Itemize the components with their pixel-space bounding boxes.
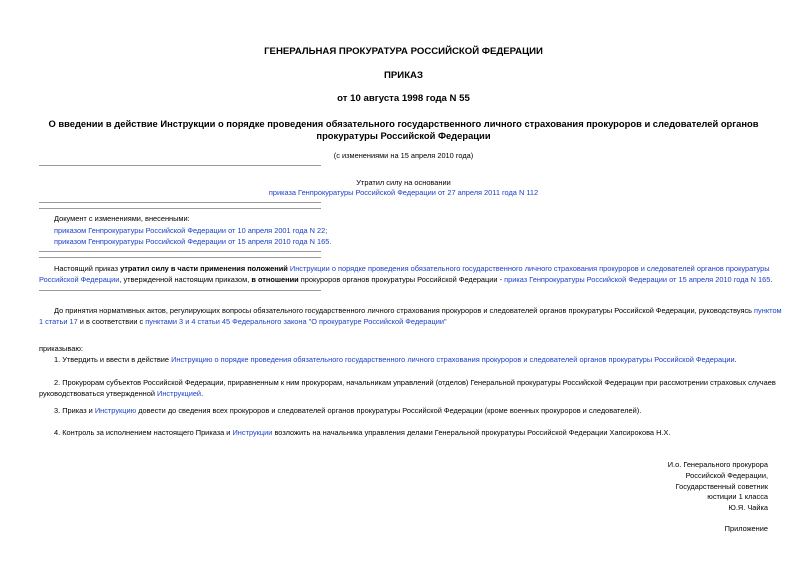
notice-text: прокуроров органов прокуратуры Российской Федерации -: [298, 275, 505, 284]
preamble-line2: [39, 316, 779, 327]
signature-line1: И.о. Генерального прокурора: [667, 460, 768, 469]
signature-line2: Российской Федерации,: [685, 471, 768, 480]
notice-bold: в отношении: [251, 275, 299, 284]
signature-line4: юстиции 1 класса: [707, 492, 768, 501]
preamble-text: До принятия нормативных актов, регулирующих вопросы обязательного государственного личного страхования прокуроров и следователей органов прокуратуры Российской Федерации, руководствуясь: [54, 306, 755, 315]
signature-line3: Государственный советник: [675, 482, 768, 491]
prosecutor-law-link[interactable]: пунктами 3 и 4 статьи 45 Федерального закона "О прокуратуре Российской Федерации": [145, 317, 447, 326]
item-text: довести до сведения всех прокуроров и следователей органов прокуратуры Российской Федерации (кроме военных прокуроров и следователей).: [136, 406, 642, 415]
divider: [39, 165, 321, 166]
law-article-link[interactable]: 1 статьи 17: [39, 317, 78, 326]
item-text: .: [734, 355, 737, 364]
order-word: приказываю:: [39, 344, 83, 353]
order-item-3: [54, 405, 641, 416]
document-title-line1: О введении в действие Инструкции о порядке проведения обязательного государственного личного страхования прокуроров и следователей органов: [48, 118, 759, 129]
notice-text: Настоящий приказ: [54, 264, 121, 273]
item-text: 3. Приказ и: [54, 406, 95, 415]
changes-intro: Документ с изменениями, внесенными:: [54, 214, 190, 223]
document-date: от 10 августа 1998 года N 55: [337, 93, 470, 104]
repeal-link[interactable]: приказа Генпрокуратуры Российской Федерации от 27 апреля 2011 года N 112: [268, 188, 539, 197]
law-link[interactable]: пунктом: [754, 306, 782, 315]
item-text: .: [201, 389, 204, 398]
repeal-notice-line1: [54, 263, 774, 274]
instruction-link[interactable]: Инструкцию о порядке проведения обязательного государственного личного страхования прокуроров и следователей органов прокуратуры Российской Федерации: [171, 355, 735, 364]
document-title-line2: прокуратуры Российской Федерации: [316, 130, 491, 141]
organization-title: ГЕНЕРАЛЬНАЯ ПРОКУРАТУРА РОССИЙСКОЙ ФЕДЕРАЦИИ: [264, 46, 543, 57]
divider: [39, 257, 321, 258]
item-text: руководствоваться утвержденной: [39, 389, 158, 398]
order-item-2-line2: [39, 388, 203, 399]
preamble-line1: [54, 305, 794, 316]
notice-text: , утвержденной настоящим приказом,: [119, 275, 252, 284]
item-text: возложить на начальника управления делами Генеральной прокуратуры Российской Федерации Хапсирокова Н.Х.: [272, 428, 671, 437]
instruction-link[interactable]: Инструкцией: [157, 389, 202, 398]
instruction-link[interactable]: Инструкции: [232, 428, 273, 437]
document-type: ПРИКАЗ: [384, 70, 423, 81]
instruction-link[interactable]: Инструкцию: [94, 406, 137, 415]
amendments-note: (с изменениями на 15 апреля 2010 года): [333, 151, 474, 160]
change-link-1[interactable]: приказом Генпрокуратуры Российской Федерации от 10 апреля 2001 года N 22;: [54, 226, 328, 235]
repeal-notice-line2: [39, 274, 779, 285]
order-165-link[interactable]: приказ Генпрокуратуры Российской Федерации от 15 апреля 2010 года N 165: [504, 275, 771, 284]
notice-bold: утратил силу в части применения положений: [120, 264, 288, 273]
appendix-label: Приложение: [724, 524, 768, 533]
divider: [39, 208, 321, 209]
divider: [39, 202, 321, 203]
order-item-2-line1: 2. Прокурорам субъектов Российской Федерации, приравненным к ним прокурорам, начальникам управлений (отделов) Генеральной прокуратуры Российской Федерации при рассмотрении страховых случаев: [54, 378, 776, 387]
item-text: 1. Утвердить и ввести в действие: [54, 355, 172, 364]
divider: [39, 251, 321, 252]
item-text: 4. Контроль за исполнением настоящего Приказа и: [54, 428, 233, 437]
instruction-link-cont[interactable]: Российской Федерации: [39, 275, 120, 284]
divider: [39, 290, 321, 291]
order-item-4: [54, 427, 670, 438]
notice-text: .: [770, 275, 773, 284]
repeal-status: Утратил силу на основании: [356, 178, 451, 187]
change-link-2[interactable]: приказом Генпрокуратуры Российской Федерации от 15 апреля 2010 года N 165.: [54, 237, 332, 246]
order-item-1: [54, 354, 737, 365]
signature-name: Ю.Я. Чайка: [728, 503, 768, 512]
preamble-text: и в соответствии с: [77, 317, 146, 326]
instruction-link[interactable]: Инструкции о порядке проведения обязательного государственного личного страхования прокуроров и следователей органов прокуратуры: [287, 264, 770, 273]
